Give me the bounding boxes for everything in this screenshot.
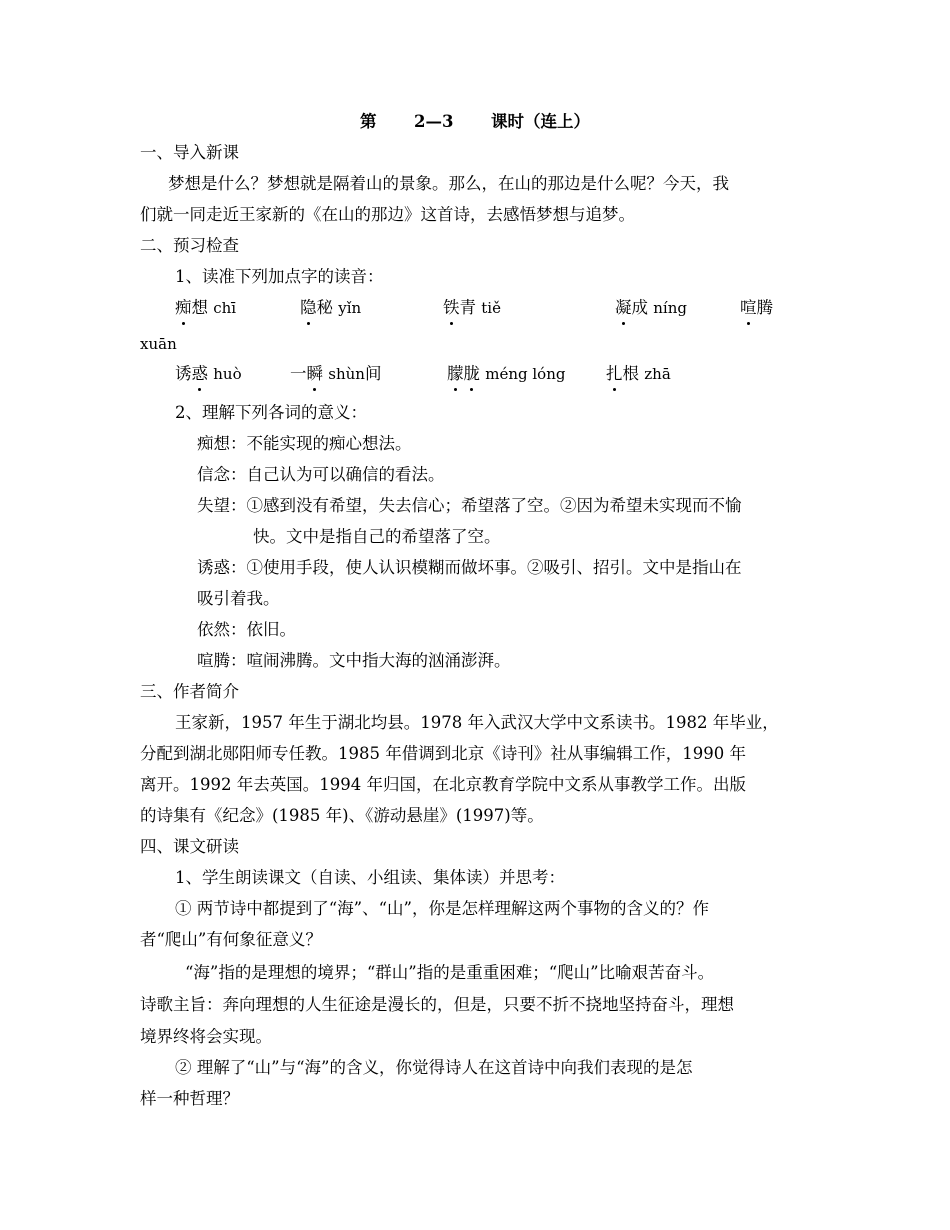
section-1-heading: 一、导入新课	[140, 143, 239, 162]
definition: 痴想：不能实现的痴心想法。	[197, 434, 412, 453]
paragraph-text: 样一种哲理？	[140, 1089, 239, 1108]
paragraph-text: “海”指的是理想的境界；“群山”指的是重重困难；“爬山”比喻艰苦奋斗。	[185, 963, 715, 982]
question-2: 2、理解下列各词的意义：	[175, 403, 367, 422]
paragraph-text: ① 两节诗中都提到了“海”、“山”，你是怎样理解这两个事物的含义的？作	[175, 899, 709, 918]
vocab-item: 隐秘 yǐn	[300, 298, 362, 317]
section-3-heading: 三、作者简介	[140, 682, 239, 701]
question-1: 1、学生朗读课文（自读、小组读、集体读）并思考：	[175, 868, 565, 887]
paragraph-text: 梦想是什么？梦想就是隔着山的景象。那么，在山的那边是什么呢？今天，我	[168, 174, 729, 193]
paragraph-text: 分配到湖北郧阳师专任教。1985 年借调到北京《诗刊》社从事编辑工作，1990 年	[140, 744, 746, 763]
vocab-item: 凝成 níng	[615, 298, 687, 317]
title-part-2: 2—3	[414, 112, 454, 131]
paragraph-text: 王家新，1957 年生于湖北均县。1978 年入武汉大学中文系读书。1982 年毕业，	[175, 713, 779, 732]
title-part-1: 第	[360, 112, 377, 131]
question-1: 1、读准下列加点字的读音：	[175, 267, 384, 286]
definition: 失望：①感到没有希望，失去信心；希望落了空。②因为希望未实现而不愉	[197, 496, 742, 515]
section-2-heading: 二、预习检查	[140, 236, 239, 255]
paragraph-text: ② 理解了“山”与“海”的含义，你觉得诗人在这首诗中向我们表现的是怎	[175, 1058, 693, 1077]
definition: 诱惑：①使用手段，使人认识模糊而做坏事。②吸引、招引。文中是指山在	[197, 558, 742, 577]
vocab-item: 铁青 tiě	[443, 298, 501, 317]
paragraph-text: 离开。1992 年去英国。1994 年归国，在北京教育学院中文系从事教学工作。出版	[140, 775, 746, 794]
vocab-item: 扎根 zhā	[606, 364, 671, 383]
definition: 信念：自己认为可以确信的看法。	[197, 465, 445, 484]
pinyin-wrap: xuān	[140, 335, 177, 353]
page-title	[0, 112, 950, 132]
section-4-heading: 四、课文研读	[140, 837, 239, 856]
vocab-item: 痴想 chī	[175, 298, 237, 317]
paragraph-text: 者“爬山”有何象征意义？	[140, 930, 322, 949]
title-part-3: 课时（连上）	[490, 112, 590, 131]
vocab-item: 诱惑 huò	[175, 364, 242, 383]
vocab-item: 喧腾	[740, 298, 773, 317]
paragraph-text: 境界终将会实现。	[140, 1027, 272, 1046]
definition-cont: 快。文中是指自己的希望落了空。	[253, 527, 501, 546]
definition: 依然：依旧。	[197, 620, 296, 639]
paragraph-text: 们就一同走近王家新的《在山的那边》这首诗，去感悟梦想与追梦。	[140, 205, 635, 224]
definition-cont: 吸引着我。	[197, 589, 280, 608]
paragraph-text: 诗歌主旨：奔向理想的人生征途是漫长的，但是，只要不折不挠地坚持奋斗，理想	[140, 995, 734, 1014]
paragraph-text: 的诗集有《纪念》(1985 年)、《游动悬崖》(1997)等。	[140, 806, 544, 825]
vocab-item: 一瞬 shùn间	[290, 364, 382, 383]
vocab-item: 朦胧 méng lóng	[447, 364, 566, 383]
definition: 喧腾：喧闹沸腾。文中指大海的汹涌澎湃。	[197, 651, 511, 670]
